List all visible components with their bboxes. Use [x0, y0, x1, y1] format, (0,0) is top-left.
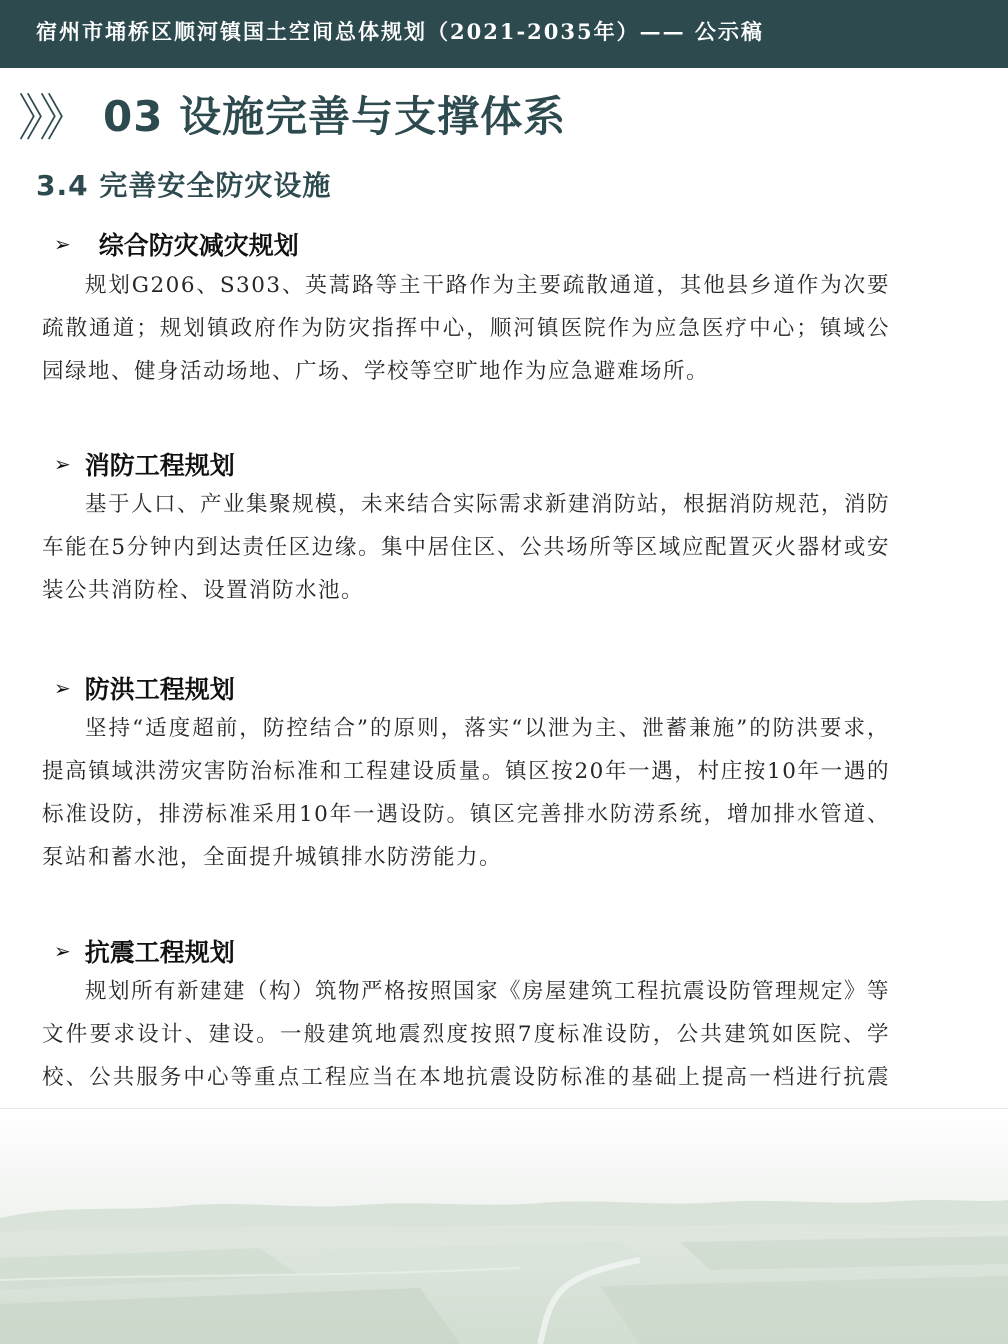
subsection-heading-label: 防洪工程规划	[84, 675, 235, 704]
subsection-heading-label: 抗震工程规划	[84, 938, 235, 967]
subsection-heading-earthquake-resistance	[54, 933, 235, 969]
subsection-heading-flood-control	[54, 670, 235, 706]
subsection-body-disaster-prevention: 规划G206、S303、英蒿路等主干路作为主要疏散通道，其他县乡道作为次要疏散通道；规划镇政府作为防灾指挥中心，顺河镇医院作为应急医疗中心；镇域公园绿地、健身活动场地、广场、学校等空旷地作为应急避难场所。	[42, 273, 890, 384]
section-title: 3.4 完善安全防灾设施	[36, 169, 332, 202]
document-header-title: 宿州市埇桥区顺河镇国土空间总体规划（2021-2035年）—— 公示稿	[36, 19, 764, 44]
arrow-bullet-icon: ➢	[54, 232, 71, 256]
arrow-bullet-icon: ➢	[54, 452, 71, 476]
chapter-heading	[18, 82, 566, 146]
arrow-bullet-icon: ➢	[54, 676, 71, 700]
chapter-title: 03 设施完善与支撑体系	[103, 92, 567, 141]
subsection-heading-disaster-prevention	[54, 226, 299, 262]
header-bar	[0, 0, 1008, 68]
double-chevron-icon: 》》	[18, 89, 85, 147]
subsection-body-earthquake-resistance: 规划所有新建建（构）筑物严格按照国家《房屋建筑工程抗震设防管理规定》等文件要求设计、建设。一般建筑地震烈度按照7度标准设防，公共建筑如医院、学校、公共服务中心等重点工程应当在本地抗震设防标准的基础上提高一档进行抗震	[42, 979, 891, 1090]
subsection-heading-label: 消防工程规划	[84, 451, 235, 480]
arrow-bullet-icon: ➢	[54, 939, 71, 963]
landscape-illustration	[0, 1108, 1008, 1344]
subsection-body-flood-control: 坚持“适度超前，防控结合”的原则，落实“以泄为主、泄蓄兼施”的防洪要求，提高镇域洪涝灾害防治标准和工程建设质量。镇区按20年一遇，村庄按10年一遇的标准设防，排涝标准采用10年一遇设防。镇区完善排水防涝系统，增加排水管道、泵站和蓄水池，全面提升城镇排水防涝能力。	[42, 716, 890, 870]
subsection-heading-fire-protection	[54, 446, 235, 482]
aerial-landscape-background	[0, 1108, 1008, 1344]
subsection-body-fire-protection: 基于人口、产业集聚规模，未来结合实际需求新建消防站，根据消防规范，消防车能在5分钟内到达责任区边缘。集中居住区、公共场所等区域应配置灭火器材或安装公共消防栓、设置消防水池。	[42, 492, 891, 603]
subsection-heading-label: 综合防灾减灾规划	[98, 231, 299, 260]
